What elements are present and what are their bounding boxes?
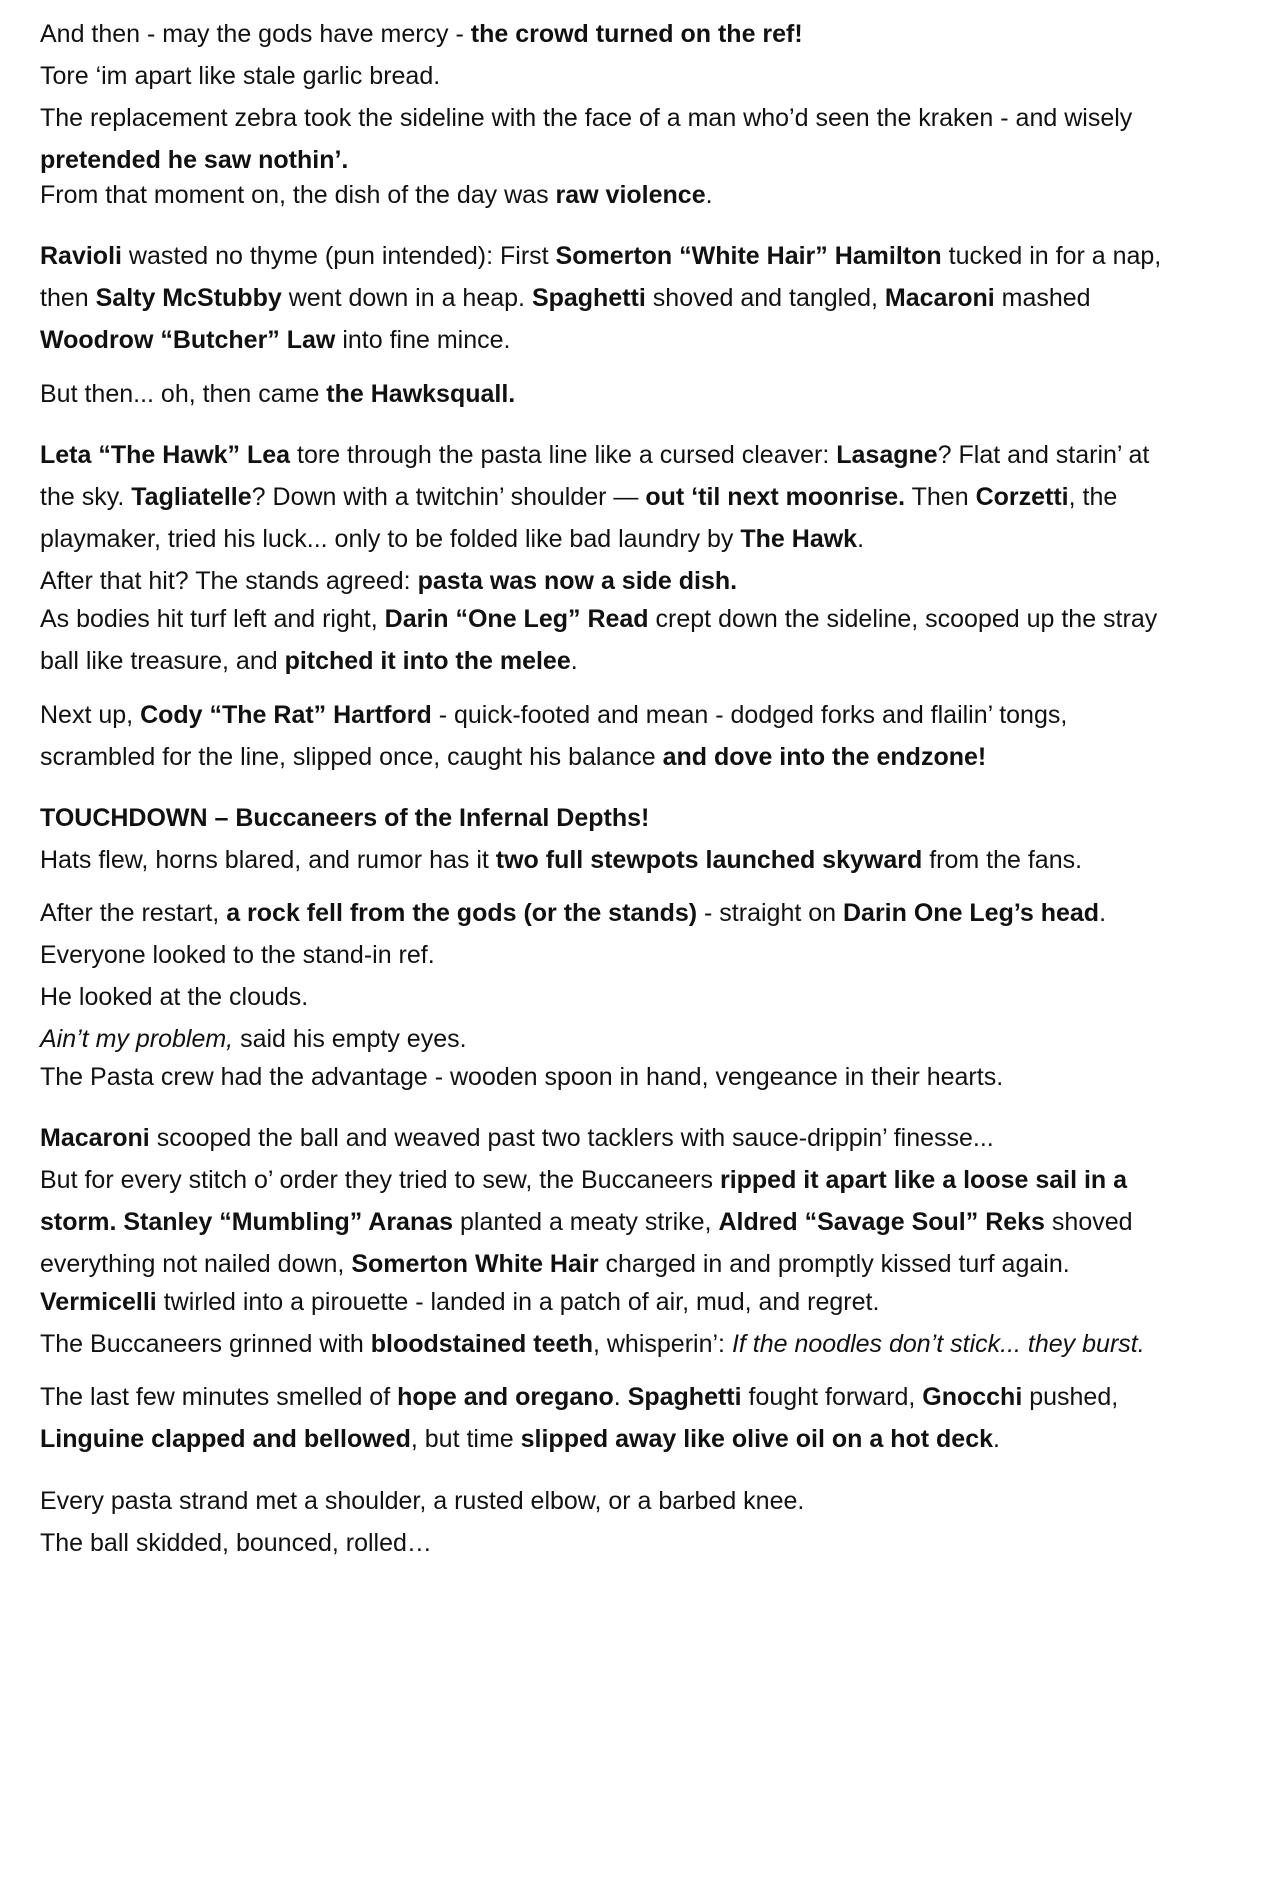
text-line: [40, 174, 1265, 216]
text-run: tore through the pasta line like a cursed cleaver:: [290, 441, 837, 469]
bold-text: Tagliatelle: [131, 483, 252, 511]
text-run: scrambled for the line, slipped once, caught his balance: [40, 743, 663, 771]
text-run: But for every stitch o’ order they tried to sew, the Buccaneers: [40, 1166, 720, 1194]
paragraph: [40, 694, 1265, 778]
text-line: [40, 55, 1265, 97]
text-run: But then... oh, then came: [40, 380, 327, 408]
text-run: went down in a heap.: [281, 284, 532, 312]
bold-text: and dove into the endzone!: [662, 743, 987, 771]
text-run: mashed: [994, 284, 1091, 312]
text-line: [40, 235, 1265, 277]
text-run: shoved: [1044, 1208, 1133, 1236]
text-run: The ball skidded, bounced, rolled…: [40, 1529, 432, 1557]
bold-text: out ‘til next moonrise.: [645, 483, 906, 511]
text-run: He looked at the clouds.: [40, 983, 309, 1011]
bold-text: the Hawksquall.: [326, 380, 516, 408]
text-run: from the fans.: [922, 846, 1083, 874]
text-line: [40, 518, 1265, 560]
paragraph: [40, 1056, 1265, 1098]
text-line: [40, 1117, 1265, 1159]
paragraph: [40, 13, 1265, 181]
text-line: [40, 1056, 1265, 1098]
bold-text: Macaroni: [884, 284, 995, 312]
bold-text: raw violence: [555, 181, 706, 209]
text-run: From that moment on, the dish of the day was: [40, 181, 556, 209]
text-line: [40, 976, 1265, 1018]
bold-text: Corzetti: [975, 483, 1069, 511]
text-run: Next up,: [40, 701, 141, 729]
text-run: .: [857, 525, 865, 553]
bold-text: The Hawk: [740, 525, 858, 553]
bold-text: bloodstained teeth: [370, 1330, 593, 1358]
text-run: The replacement zebra took the sideline with the face of a man who’d seen the kraken - and wisely: [40, 104, 1133, 132]
text-run: As bodies hit turf left and right,: [40, 605, 385, 633]
bold-text: pitched it into the melee: [284, 647, 571, 675]
text-line: [40, 1418, 1265, 1460]
paragraph: [40, 235, 1265, 361]
text-line: [40, 434, 1265, 476]
paragraph: [40, 1281, 1265, 1365]
bold-text: storm. Stanley “Mumbling” Aranas: [40, 1208, 454, 1236]
text-run: into fine mince.: [335, 326, 511, 354]
paragraph: [40, 1480, 1265, 1564]
paragraph: [40, 174, 1265, 216]
bold-text: Darin “One Leg” Read: [384, 605, 649, 633]
bold-text: Spaghetti: [531, 284, 646, 312]
text-run: Every pasta strand met a shoulder, a rusted elbow, or a barbed knee.: [40, 1487, 805, 1515]
text-run: , but time: [410, 1425, 521, 1453]
text-line: [40, 560, 1265, 602]
text-run: everything not nailed down,: [40, 1250, 352, 1278]
text-line: [40, 892, 1265, 934]
text-line: [40, 1323, 1265, 1365]
text-line: [40, 1281, 1265, 1323]
text-run: After the restart,: [40, 899, 227, 927]
bold-text: two full stewpots launched skyward: [495, 846, 923, 874]
text-line: [40, 1201, 1265, 1243]
text-run: ball like treasure, and: [40, 647, 285, 675]
text-line: [40, 934, 1265, 976]
bold-text: pretended he saw nothin’.: [40, 146, 349, 174]
text-run: .: [993, 1425, 1000, 1453]
text-run: the sky.: [40, 483, 132, 511]
bold-text: Spaghetti: [627, 1383, 742, 1411]
paragraph: [40, 892, 1265, 1060]
text-run: .: [705, 181, 713, 209]
paragraph: [40, 797, 1265, 881]
bold-text: Woodrow “Butcher” Law: [40, 326, 336, 354]
bold-text: Leta “The Hawk” Lea: [40, 441, 291, 469]
bold-text: the crowd turned on the ref!: [470, 20, 803, 48]
text-run: pushed,: [1022, 1383, 1119, 1411]
text-run: Then: [905, 483, 976, 511]
text-run: And then - may the gods have mercy -: [40, 20, 471, 48]
bold-text: Somerton White Hair: [351, 1250, 599, 1278]
italic-text: If the noodles don’t stick... they burst.: [731, 1330, 1145, 1358]
text-run: Everyone looked to the stand-in ref.: [40, 941, 435, 969]
bold-text: TOUCHDOWN – Buccaneers of the Infernal Depths!: [40, 804, 650, 832]
bold-text: hope and oregano: [397, 1383, 614, 1411]
text-line: [40, 13, 1265, 55]
paragraph: [40, 1376, 1265, 1460]
text-line: [40, 97, 1265, 139]
text-line: [40, 1376, 1265, 1418]
text-line: [40, 373, 1265, 415]
bold-text: Ravioli: [40, 242, 122, 270]
text-run: - straight on: [697, 899, 843, 927]
bold-text: Somerton “White Hair” Hamilton: [555, 242, 942, 270]
paragraph: [40, 434, 1265, 602]
paragraph: [40, 598, 1265, 682]
text-line: [40, 1243, 1265, 1285]
text-line: [40, 319, 1265, 361]
text-run: wasted no thyme (pun intended): First: [121, 242, 556, 270]
bold-text: Aldred “Savage Soul” Reks: [718, 1208, 1045, 1236]
bold-text: Gnocchi: [922, 1383, 1023, 1411]
bold-text: Darin One Leg’s head: [843, 899, 1100, 927]
text-run: Hats flew, horns blared, and rumor has it: [40, 846, 496, 874]
text-run: .: [570, 647, 578, 675]
paragraph: [40, 1117, 1265, 1285]
text-run: .: [1099, 899, 1107, 927]
text-run: playmaker, tried his luck... only to be folded like bad laundry by: [40, 525, 741, 553]
text-line: [40, 1522, 1265, 1564]
text-run: .: [613, 1383, 628, 1411]
text-run: then: [40, 284, 96, 312]
text-line: [40, 1159, 1265, 1201]
text-run: - quick-footed and mean - dodged forks and flailin’ tongs,: [431, 701, 1068, 729]
bold-text: Lasagne: [836, 441, 938, 469]
text-line: [40, 640, 1265, 682]
text-line: [40, 1480, 1265, 1522]
text-run: The last few minutes smelled of: [40, 1383, 398, 1411]
text-run: Tore ‘im apart like stale garlic bread.: [40, 62, 441, 90]
text-run: crept down the sideline, scooped up the stray: [648, 605, 1158, 633]
text-run: said his empty eyes.: [233, 1025, 467, 1053]
text-line: [40, 694, 1265, 736]
text-run: shoved and tangled,: [645, 284, 885, 312]
text-line: [40, 736, 1265, 778]
text-run: ? Down with a twitchin’ shoulder —: [251, 483, 646, 511]
bold-text: slipped away like olive oil on a hot deck: [520, 1425, 994, 1453]
text-line: [40, 476, 1265, 518]
text-line: [40, 277, 1265, 319]
paragraph: [40, 373, 1265, 415]
text-run: fought forward,: [741, 1383, 923, 1411]
text-run: , the: [1068, 483, 1118, 511]
text-run: twirled into a pirouette - landed in a patch of air, mud, and regret.: [156, 1288, 880, 1316]
text-run: tucked in for a nap,: [941, 242, 1162, 270]
text-line: [40, 598, 1265, 640]
bold-text: Vermicelli: [40, 1288, 157, 1316]
bold-text: Salty McStubby: [95, 284, 282, 312]
italic-text: Ain’t my problem,: [40, 1025, 234, 1053]
bold-text: a rock fell from the gods (or the stands): [226, 899, 698, 927]
text-run: , whisperin’:: [592, 1330, 732, 1358]
text-run: scooped the ball and weaved past two tacklers with sauce-drippin’ finesse...: [149, 1124, 994, 1152]
bold-text: ripped it apart like a loose sail in a: [719, 1166, 1128, 1194]
bold-text: Linguine clapped and bellowed: [40, 1425, 411, 1453]
text-run: ? Flat and starin’ at: [937, 441, 1150, 469]
text-run: The Buccaneers grinned with: [40, 1330, 371, 1358]
text-run: The Pasta crew had the advantage - wooden spoon in hand, vengeance in their hearts.: [40, 1063, 1004, 1091]
text-line: [40, 797, 1265, 839]
bold-text: Macaroni: [40, 1124, 150, 1152]
text-run: charged in and promptly kissed turf again.: [598, 1250, 1070, 1278]
bold-text: Cody “The Rat” Hartford: [140, 701, 432, 729]
text-line: [40, 1018, 1265, 1060]
text-run: After that hit? The stands agreed:: [40, 567, 418, 595]
text-run: planted a meaty strike,: [453, 1208, 719, 1236]
bold-text: pasta was now a side dish.: [417, 567, 738, 595]
text-line: [40, 839, 1265, 881]
